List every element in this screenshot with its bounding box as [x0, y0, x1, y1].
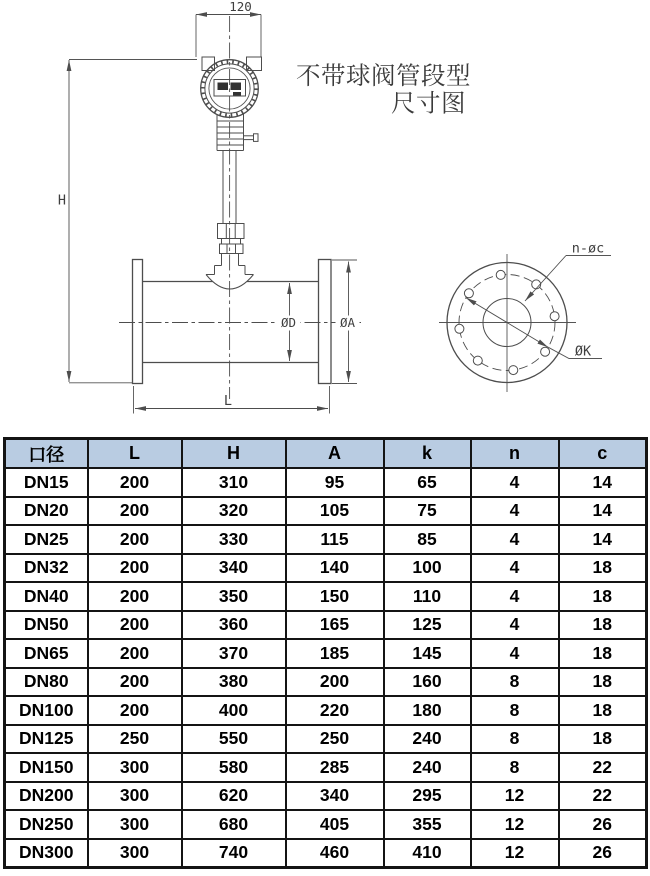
dimension-value: 310	[182, 468, 286, 497]
dimension-value: 300	[88, 753, 182, 782]
row-size-label: DN80	[5, 668, 88, 697]
row-size-label: DN250	[5, 810, 88, 839]
table-row	[5, 839, 647, 868]
dimension-value: 12	[471, 810, 559, 839]
dimension-value: 18	[559, 696, 647, 725]
row-size-label: DN15	[5, 468, 88, 497]
column-header-a: A	[286, 439, 384, 469]
dimension-value: 12	[471, 782, 559, 811]
dimension-value: 200	[286, 668, 384, 697]
dimension-value: 18	[559, 639, 647, 668]
dimension-value: 105	[286, 497, 384, 526]
row-size-label: DN200	[5, 782, 88, 811]
dimension-value: 300	[88, 782, 182, 811]
right-flange	[319, 260, 332, 384]
dimension-value: 240	[384, 725, 471, 754]
dimension-value: 200	[88, 639, 182, 668]
dimension-value: 240	[384, 753, 471, 782]
dimension-value: 14	[559, 525, 647, 554]
table-row	[5, 639, 647, 668]
dimension-value: 4	[471, 611, 559, 640]
dimension-value: 200	[88, 582, 182, 611]
column-header-h: H	[182, 439, 286, 469]
dimension-value: 355	[384, 810, 471, 839]
dimension-value: 220	[286, 696, 384, 725]
dim-label-bolt-holes: n-øc	[571, 240, 605, 257]
dimension-value: 350	[182, 582, 286, 611]
dimension-value: 115	[286, 525, 384, 554]
dimension-value: 320	[182, 497, 286, 526]
row-size-label: DN50	[5, 611, 88, 640]
dimension-value: 100	[384, 554, 471, 583]
table-row	[5, 753, 647, 782]
dimension-value: 4	[471, 639, 559, 668]
dimension-value: 620	[182, 782, 286, 811]
dim-head-width	[196, 15, 261, 58]
dimension-value: 285	[286, 753, 384, 782]
dimension-value: 180	[384, 696, 471, 725]
dimension-value: 550	[182, 725, 286, 754]
dimension-value: 340	[286, 782, 384, 811]
dimension-value: 22	[559, 753, 647, 782]
dimension-value: 95	[286, 468, 384, 497]
pipe-body	[133, 260, 332, 384]
dimension-value: 8	[471, 725, 559, 754]
dim-label-120: 120	[229, 0, 252, 14]
dim-label-bolt-circle: ØK	[574, 343, 592, 360]
hex-coupling	[218, 224, 245, 239]
dimension-value: 330	[182, 525, 286, 554]
dimension-value: 300	[88, 839, 182, 868]
row-size-label: DN65	[5, 639, 88, 668]
dimension-value: 14	[559, 468, 647, 497]
table-row	[5, 525, 647, 554]
dimension-value: 26	[559, 810, 647, 839]
dimension-value: 14	[559, 497, 647, 526]
dimension-value: 4	[471, 525, 559, 554]
dimension-value: 200	[88, 611, 182, 640]
flange-end-view	[439, 254, 611, 392]
head-neck	[217, 114, 258, 151]
dimension-value: 140	[286, 554, 384, 583]
sensor-stem	[218, 151, 245, 266]
row-size-label: DN25	[5, 525, 88, 554]
dimension-value: 110	[384, 582, 471, 611]
dim-label-od: ØD	[280, 315, 297, 330]
column-header-n: n	[471, 439, 559, 469]
row-size-label: DN32	[5, 554, 88, 583]
dimension-value: 8	[471, 668, 559, 697]
table-row	[5, 725, 647, 754]
dimension-value: 8	[471, 753, 559, 782]
dimension-value: 340	[182, 554, 286, 583]
side-pin	[254, 134, 259, 142]
table-row	[5, 782, 647, 811]
dimension-value: 250	[286, 725, 384, 754]
dimension-value: 460	[286, 839, 384, 868]
dimension-value: 200	[88, 696, 182, 725]
dimension-value: 65	[384, 468, 471, 497]
dimension-value: 26	[559, 839, 647, 868]
hex-nut	[220, 244, 244, 254]
technical-drawing	[0, 0, 650, 437]
dimension-value: 380	[182, 668, 286, 697]
row-size-label: DN300	[5, 839, 88, 868]
dimension-value: 12	[471, 839, 559, 868]
drawing-title-line1: 不带球阀管段型	[296, 63, 471, 90]
dimension-value: 18	[559, 725, 647, 754]
table-row	[5, 582, 647, 611]
row-size-label: DN125	[5, 725, 88, 754]
dim-label-l: L	[223, 393, 233, 409]
row-size-label: DN40	[5, 582, 88, 611]
dimension-value: 200	[88, 497, 182, 526]
dimension-value: 410	[384, 839, 471, 868]
dimension-value: 8	[471, 696, 559, 725]
column-header-k: k	[384, 439, 471, 469]
dimension-value: 295	[384, 782, 471, 811]
dimension-value: 200	[88, 668, 182, 697]
dimension-value: 18	[559, 611, 647, 640]
transmitter-head	[201, 57, 262, 117]
dimension-value: 250	[88, 725, 182, 754]
dimension-value: 75	[384, 497, 471, 526]
dimension-value: 125	[384, 611, 471, 640]
dimension-value: 200	[88, 554, 182, 583]
dim-label-oa: ØA	[339, 315, 356, 330]
table-row	[5, 468, 647, 497]
dimension-value: 145	[384, 639, 471, 668]
dimension-value: 4	[471, 468, 559, 497]
dimension-value: 165	[286, 611, 384, 640]
dimension-value: 200	[88, 525, 182, 554]
dimension-value: 85	[384, 525, 471, 554]
row-size-label: DN150	[5, 753, 88, 782]
table-row	[5, 668, 647, 697]
dimension-value: 185	[286, 639, 384, 668]
dimension-value: 4	[471, 554, 559, 583]
dim-label-h: H	[57, 192, 67, 209]
dimension-value: 18	[559, 554, 647, 583]
dimension-value: 18	[559, 668, 647, 697]
dimension-value: 18	[559, 582, 647, 611]
dimension-value: 22	[559, 782, 647, 811]
dimension-value: 200	[88, 468, 182, 497]
row-size-label: DN100	[5, 696, 88, 725]
dimension-value: 680	[182, 810, 286, 839]
table-row	[5, 497, 647, 526]
dimension-value: 405	[286, 810, 384, 839]
column-header-c: c	[559, 439, 647, 469]
left-flange	[133, 260, 143, 384]
dimension-value: 360	[182, 611, 286, 640]
row-size-label: DN20	[5, 497, 88, 526]
dimension-value: 150	[286, 582, 384, 611]
drawing-title-line2: 尺寸图	[391, 90, 466, 118]
dimension-value: 370	[182, 639, 286, 668]
table-header-row	[5, 439, 647, 469]
dimension-value: 4	[471, 497, 559, 526]
dimension-table-body	[5, 468, 647, 868]
dimension-table	[3, 437, 648, 869]
table-row	[5, 810, 647, 839]
dimension-value: 740	[182, 839, 286, 868]
dimension-value: 4	[471, 582, 559, 611]
table-row	[5, 554, 647, 583]
dimension-value: 400	[182, 696, 286, 725]
column-header-diameter: 口径	[5, 439, 88, 469]
table-row	[5, 611, 647, 640]
column-header-l: L	[88, 439, 182, 469]
dimension-value: 300	[88, 810, 182, 839]
dimension-value: 580	[182, 753, 286, 782]
dimension-value: 160	[384, 668, 471, 697]
table-row	[5, 696, 647, 725]
